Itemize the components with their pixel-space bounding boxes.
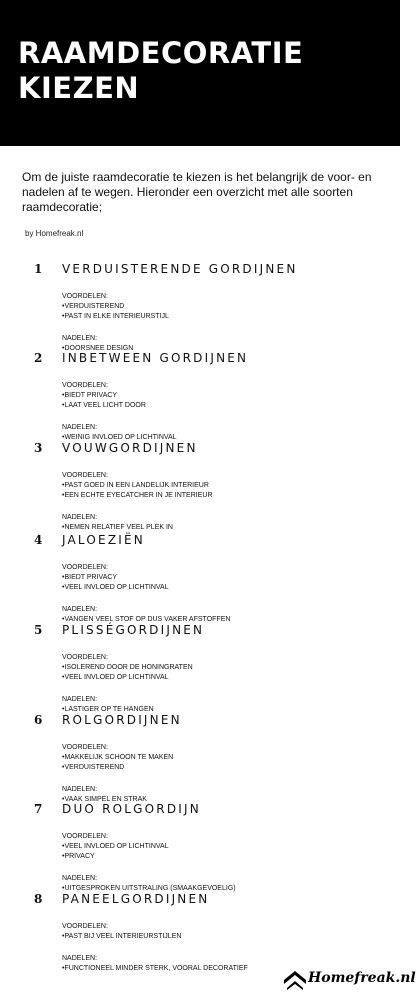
pros-label: VOORDELEN: xyxy=(62,833,108,840)
cons-block xyxy=(62,605,230,625)
pros-block xyxy=(62,471,213,501)
section-title: VERDUISTERENDE GORDIJNEN xyxy=(62,262,298,276)
cons-item: • WEINIG INVLOED OP LICHTINVAL xyxy=(62,433,177,443)
section-number: 4 xyxy=(34,533,43,547)
cons-block xyxy=(62,695,154,715)
cons-label: NADELEN: xyxy=(62,875,98,882)
section-number: 3 xyxy=(34,441,43,455)
cons-block xyxy=(62,954,248,974)
cons-label: NADELEN: xyxy=(62,335,98,342)
pros-label: VOORDELEN: xyxy=(62,744,108,751)
pros-item: • BIEDT PRIVACY xyxy=(62,573,169,583)
section-number: 6 xyxy=(34,713,43,727)
pros-item: • LAAT VEEL LICHT DOOR xyxy=(62,401,146,411)
section-title: INBETWEEN GORDIJNEN xyxy=(62,351,249,365)
pros-item: • EEN ECHTE EYECATCHER IN JE INTERIEUR xyxy=(62,491,213,501)
pros-item: • PAST IN ELKE INTERIEURSTIJL xyxy=(62,312,169,322)
cons-item: • FUNCTIONEEL MINDER STERK, VOORAL DECORATIEF xyxy=(62,964,248,974)
cons-label: NADELEN: xyxy=(62,606,98,613)
byline: by Homefreak.nl xyxy=(25,229,84,238)
section-title: PANEELGORDIJNEN xyxy=(62,892,210,906)
pros-item: • PRIVACY xyxy=(62,852,169,862)
pros-label: VOORDELEN: xyxy=(62,564,108,571)
pros-label: VOORDELEN: xyxy=(62,472,108,479)
pros-block xyxy=(62,653,193,683)
page-title xyxy=(18,36,388,106)
house-chevron-icon xyxy=(282,968,308,990)
homefreak-logo xyxy=(282,966,416,992)
section-number: 5 xyxy=(34,623,43,637)
pros-label: VOORDELEN: xyxy=(62,382,108,389)
pros-block xyxy=(62,563,169,593)
cons-item: • VAAK SIMPEL EN STRAK xyxy=(62,795,147,805)
pros-block xyxy=(62,922,181,942)
cons-block xyxy=(62,423,177,443)
pros-block xyxy=(62,292,169,322)
header-banner xyxy=(0,0,400,146)
cons-item: • UITGESPROKEN UITSTRALING (SMAAKGEVOELIG) xyxy=(62,884,236,894)
pros-block xyxy=(62,743,173,773)
cons-label: NADELEN: xyxy=(62,696,98,703)
pros-item: • VERDUISTEREND xyxy=(62,763,173,773)
intro-text: Om de juiste raamdecoratie te kiezen is het belangrijk de voor- en nadelen af te wegen. Hieronder een overzicht met alle soorten raamdecoratie; xyxy=(22,170,372,214)
cons-label: NADELEN: xyxy=(62,514,98,521)
pros-item: • MAKKELIJK SCHOON TE MAKEN xyxy=(62,753,173,763)
section-title: JALOEZIËN xyxy=(62,533,145,547)
cons-label: NADELEN: xyxy=(62,955,98,962)
page-title-line-1: RAAMDECORATIE xyxy=(18,36,304,70)
pros-label: VOORDELEN: xyxy=(62,293,108,300)
pros-item: • VEEL INVLOED OP LICHTINVAL xyxy=(62,673,193,683)
cons-item: • DOORSNEE DESIGN xyxy=(62,344,133,354)
cons-block xyxy=(62,513,173,533)
cons-block xyxy=(62,874,236,894)
pros-item: • ISOLEREND DOOR DE HONINGRATEN xyxy=(62,663,193,673)
section-title: PLISSÉGORDIJNEN xyxy=(62,623,205,637)
pros-item: • BIEDT PRIVACY xyxy=(62,391,146,401)
section-title: DUO ROLGORDIJN xyxy=(62,802,201,816)
pros-item: • PAST GOED IN EEN LANDELIJK INTERIEUR xyxy=(62,481,213,491)
section-number: 1 xyxy=(34,262,43,276)
pros-item: • PAST BIJ VEEL INTERIEURSTIJLEN xyxy=(62,932,181,942)
cons-item: • LASTIGER OP TE HANGEN xyxy=(62,705,154,715)
section-number: 8 xyxy=(34,892,43,906)
section-title: VOUWGORDIJNEN xyxy=(62,441,198,455)
cons-item: • VANGEN VEEL STOF OP DUS VAKER AFSTOFFEN xyxy=(62,615,230,625)
pros-item: • VEEL INVLOED OP LICHTINVAL xyxy=(62,842,169,852)
section-number: 2 xyxy=(34,351,43,365)
cons-label: NADELEN: xyxy=(62,786,98,793)
logo-text: Homefreak.nl xyxy=(308,970,416,986)
pros-item: • VEEL INVLOED OP LICHTINVAL xyxy=(62,583,169,593)
pros-item: • VERDUISTEREND xyxy=(62,302,169,312)
pros-block xyxy=(62,832,169,862)
section-title: ROLGORDIJNEN xyxy=(62,713,182,727)
pros-label: VOORDELEN: xyxy=(62,654,108,661)
cons-label: NADELEN: xyxy=(62,424,98,431)
section-number: 7 xyxy=(34,802,43,816)
pros-label: VOORDELEN: xyxy=(62,923,108,930)
page-title-line-2: KIEZEN xyxy=(18,71,140,105)
cons-item: • NEMEN RELATIEF VEEL PLEK IN xyxy=(62,523,173,533)
pros-block xyxy=(62,381,146,411)
